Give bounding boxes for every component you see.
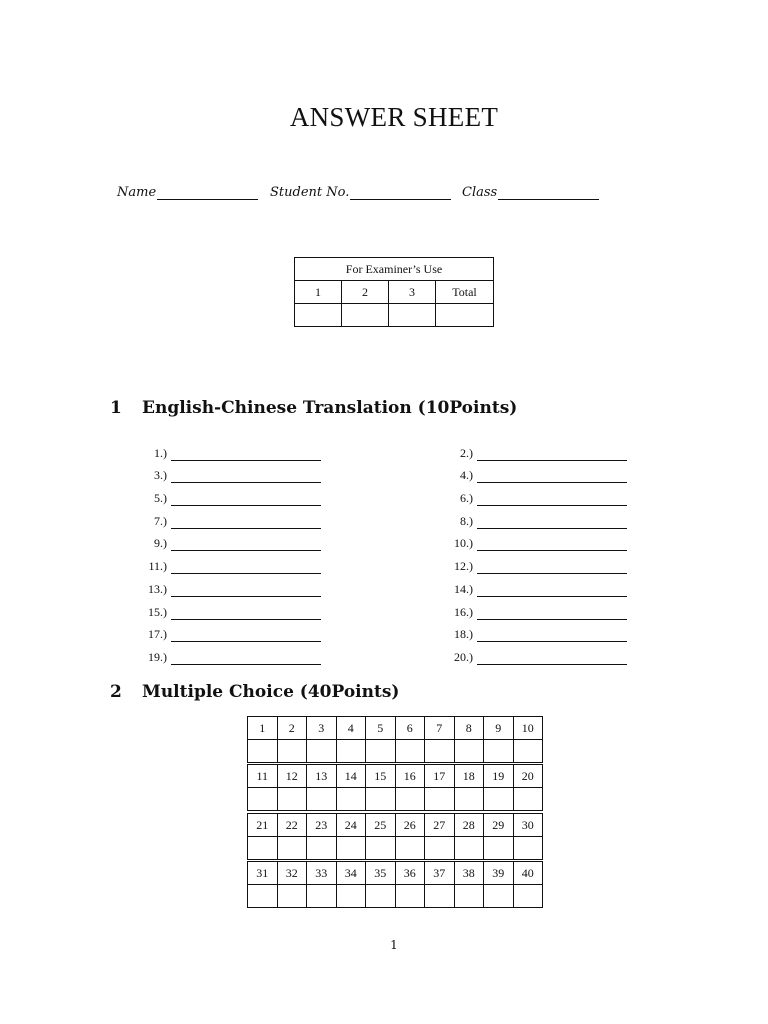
answer-row xyxy=(137,529,321,552)
name-label: Name xyxy=(117,185,157,200)
mc-question-number: 37 xyxy=(425,862,455,885)
answer-row xyxy=(137,438,321,461)
mc-answer-cell[interactable] xyxy=(366,885,396,908)
mc-answer-row xyxy=(248,837,543,860)
translation-right-column xyxy=(443,438,627,665)
mc-question-number: 36 xyxy=(395,862,425,885)
mc-question-number: 18 xyxy=(454,765,484,788)
name-blank-line[interactable] xyxy=(157,184,258,200)
answer-number: 13.) xyxy=(148,581,167,596)
mc-answer-cell[interactable] xyxy=(425,837,455,860)
answer-row xyxy=(443,597,627,620)
mc-number-row xyxy=(248,717,543,740)
mc-answer-cell[interactable] xyxy=(454,740,484,763)
answer-blank-line[interactable] xyxy=(171,536,321,551)
examiner-score-cell[interactable] xyxy=(295,304,342,327)
page-title: ANSWER SHEET xyxy=(289,102,499,132)
mc-question-number: 1 xyxy=(248,717,278,740)
answer-row xyxy=(137,506,321,529)
mc-answer-cell[interactable] xyxy=(366,837,396,860)
section-1-heading xyxy=(110,398,517,418)
mc-answer-cell[interactable] xyxy=(277,885,307,908)
examiner-header-total: Total xyxy=(436,281,494,304)
mc-answer-cell[interactable] xyxy=(307,740,337,763)
answer-row xyxy=(443,574,627,597)
mc-question-number: 34 xyxy=(336,862,366,885)
mc-answer-cell[interactable] xyxy=(395,885,425,908)
mc-number-row xyxy=(248,862,543,885)
mc-question-number: 16 xyxy=(395,765,425,788)
answer-blank-line[interactable] xyxy=(171,446,321,461)
examiner-score-cell[interactable] xyxy=(389,304,436,327)
mc-answer-cell[interactable] xyxy=(513,788,543,811)
mc-question-number: 29 xyxy=(484,814,514,837)
student-no-blank-line[interactable] xyxy=(350,184,451,200)
examiner-header-2: 2 xyxy=(342,281,389,304)
answer-row xyxy=(443,551,627,574)
mc-block xyxy=(247,764,543,811)
mc-answer-row xyxy=(248,885,543,908)
answer-number: 7.) xyxy=(154,513,167,528)
mc-answer-cell[interactable] xyxy=(513,885,543,908)
answer-blank-line[interactable] xyxy=(477,559,627,574)
answer-blank-line[interactable] xyxy=(171,514,321,529)
mc-answer-cell[interactable] xyxy=(484,788,514,811)
class-label: Class xyxy=(462,185,498,200)
answer-number: 9.) xyxy=(154,536,167,551)
mc-answer-row xyxy=(248,740,543,763)
mc-question-number: 6 xyxy=(395,717,425,740)
mc-answer-cell[interactable] xyxy=(513,837,543,860)
mc-answer-cell[interactable] xyxy=(366,740,396,763)
answer-number: 11.) xyxy=(148,559,167,574)
answer-blank-line[interactable] xyxy=(171,468,321,483)
answer-number: 20.) xyxy=(454,649,473,664)
examiner-header-1: 1 xyxy=(295,281,342,304)
answer-number: 14.) xyxy=(454,581,473,596)
mc-answer-cell[interactable] xyxy=(425,885,455,908)
mc-question-number: 7 xyxy=(425,717,455,740)
answer-number: 4.) xyxy=(460,468,473,483)
answer-row xyxy=(137,597,321,620)
section-2-heading xyxy=(110,682,399,702)
mc-question-number: 17 xyxy=(425,765,455,788)
answer-number: 17.) xyxy=(148,627,167,642)
mc-answer-cell[interactable] xyxy=(248,885,278,908)
answer-blank-line[interactable] xyxy=(477,446,627,461)
mc-number-row xyxy=(248,765,543,788)
examiner-score-cell[interactable] xyxy=(342,304,389,327)
mc-question-number: 30 xyxy=(513,814,543,837)
mc-question-number: 12 xyxy=(277,765,307,788)
mc-question-number: 25 xyxy=(366,814,396,837)
mc-answer-cell[interactable] xyxy=(425,788,455,811)
answer-row xyxy=(443,461,627,484)
answer-row xyxy=(137,483,321,506)
mc-question-number: 11 xyxy=(248,765,278,788)
mc-answer-cell[interactable] xyxy=(307,837,337,860)
mc-answer-cell[interactable] xyxy=(395,788,425,811)
answer-row xyxy=(137,642,321,665)
section-1-number: 1 xyxy=(110,398,122,418)
mc-answer-cell[interactable] xyxy=(484,740,514,763)
mc-question-number: 10 xyxy=(513,717,543,740)
mc-question-number: 15 xyxy=(366,765,396,788)
answer-blank-line[interactable] xyxy=(477,582,627,597)
mc-answer-cell[interactable] xyxy=(248,837,278,860)
examiner-table xyxy=(294,257,494,327)
mc-question-number: 28 xyxy=(454,814,484,837)
mc-question-number: 38 xyxy=(454,862,484,885)
mc-question-number: 2 xyxy=(277,717,307,740)
mc-question-number: 19 xyxy=(484,765,514,788)
answer-blank-line[interactable] xyxy=(171,491,321,506)
answer-row xyxy=(137,551,321,574)
mc-answer-cell[interactable] xyxy=(248,788,278,811)
answer-number: 6.) xyxy=(460,491,473,506)
answer-number: 2.) xyxy=(460,445,473,460)
class-field[interactable] xyxy=(462,184,599,200)
mc-question-number: 4 xyxy=(336,717,366,740)
mc-answer-cell[interactable] xyxy=(248,740,278,763)
mc-answer-cell[interactable] xyxy=(454,885,484,908)
answer-row xyxy=(443,642,627,665)
mc-answer-cell[interactable] xyxy=(336,837,366,860)
mc-question-number: 33 xyxy=(307,862,337,885)
answer-number: 19.) xyxy=(148,649,167,664)
mc-question-number: 40 xyxy=(513,862,543,885)
mc-question-number: 26 xyxy=(395,814,425,837)
answer-number: 12.) xyxy=(454,559,473,574)
mc-question-number: 22 xyxy=(277,814,307,837)
mc-question-number: 27 xyxy=(425,814,455,837)
answer-row xyxy=(443,529,627,552)
answer-row xyxy=(443,620,627,643)
answer-number: 8.) xyxy=(460,513,473,528)
answer-number: 10.) xyxy=(454,536,473,551)
mc-question-number: 39 xyxy=(484,862,514,885)
mc-question-number: 9 xyxy=(484,717,514,740)
answer-blank-line[interactable] xyxy=(171,627,321,642)
student-no-field[interactable] xyxy=(270,184,451,200)
mc-answer-cell[interactable] xyxy=(277,837,307,860)
mc-answer-cell[interactable] xyxy=(307,885,337,908)
examiner-caption: For Examiner’s Use xyxy=(295,258,494,281)
answer-row xyxy=(137,574,321,597)
mc-answer-cell[interactable] xyxy=(484,837,514,860)
mc-answer-cell[interactable] xyxy=(336,885,366,908)
mc-answer-cell[interactable] xyxy=(277,740,307,763)
mc-question-number: 32 xyxy=(277,862,307,885)
mc-answer-cell[interactable] xyxy=(336,740,366,763)
mc-answer-cell[interactable] xyxy=(454,837,484,860)
answer-blank-line[interactable] xyxy=(171,559,321,574)
mc-block xyxy=(247,813,543,860)
section-1-title: English-Chinese Translation (10Points) xyxy=(142,398,518,418)
answer-number: 1.) xyxy=(154,445,167,460)
answer-number: 16.) xyxy=(454,604,473,619)
student-no-label: Student No. xyxy=(270,185,350,200)
answer-blank-line[interactable] xyxy=(477,468,627,483)
mc-answer-cell[interactable] xyxy=(307,788,337,811)
answer-blank-line[interactable] xyxy=(477,627,627,642)
mc-question-number: 24 xyxy=(336,814,366,837)
mc-answer-cell[interactable] xyxy=(484,885,514,908)
answer-row xyxy=(443,506,627,529)
examiner-caption-row xyxy=(295,258,494,281)
answer-blank-line[interactable] xyxy=(171,605,321,620)
answer-blank-line[interactable] xyxy=(171,650,321,665)
section-2-number: 2 xyxy=(110,682,122,702)
examiner-score-row xyxy=(295,304,494,327)
mc-answer-cell[interactable] xyxy=(395,740,425,763)
answer-blank-line[interactable] xyxy=(171,582,321,597)
mc-question-number: 14 xyxy=(336,765,366,788)
answer-blank-line[interactable] xyxy=(477,514,627,529)
answer-number: 15.) xyxy=(148,604,167,619)
mc-question-number: 35 xyxy=(366,862,396,885)
mc-block xyxy=(247,861,543,908)
mc-question-number: 5 xyxy=(366,717,396,740)
mc-answer-cell[interactable] xyxy=(425,740,455,763)
mc-answer-cell[interactable] xyxy=(513,740,543,763)
examiner-header-row xyxy=(295,281,494,304)
mc-answer-row xyxy=(248,788,543,811)
answer-blank-line[interactable] xyxy=(477,491,627,506)
examiner-score-cell[interactable] xyxy=(436,304,494,327)
mc-answer-cell[interactable] xyxy=(395,837,425,860)
examiner-header-3: 3 xyxy=(389,281,436,304)
name-field[interactable] xyxy=(117,184,258,200)
mc-question-number: 23 xyxy=(307,814,337,837)
answer-number: 18.) xyxy=(454,627,473,642)
answer-row xyxy=(137,620,321,643)
page-number: 1 xyxy=(390,938,398,952)
mc-question-number: 20 xyxy=(513,765,543,788)
section-2-title: Multiple Choice (40Points) xyxy=(142,682,400,702)
mc-answer-cell[interactable] xyxy=(277,788,307,811)
class-blank-line[interactable] xyxy=(498,184,599,200)
mc-answer-cell[interactable] xyxy=(336,788,366,811)
mc-question-number: 21 xyxy=(248,814,278,837)
answer-number: 5.) xyxy=(154,491,167,506)
mc-answer-cell[interactable] xyxy=(454,788,484,811)
answer-row xyxy=(443,483,627,506)
answer-blank-line[interactable] xyxy=(477,650,627,665)
answer-blank-line[interactable] xyxy=(477,605,627,620)
answer-row xyxy=(443,438,627,461)
answer-number: 3.) xyxy=(154,468,167,483)
mc-question-number: 3 xyxy=(307,717,337,740)
mc-number-row xyxy=(248,814,543,837)
mc-question-number: 13 xyxy=(307,765,337,788)
answer-row xyxy=(137,461,321,484)
mc-block xyxy=(247,716,543,763)
mc-question-number: 31 xyxy=(248,862,278,885)
mc-question-number: 8 xyxy=(454,717,484,740)
answer-blank-line[interactable] xyxy=(477,536,627,551)
translation-left-column xyxy=(137,438,321,665)
mc-answer-cell[interactable] xyxy=(366,788,396,811)
